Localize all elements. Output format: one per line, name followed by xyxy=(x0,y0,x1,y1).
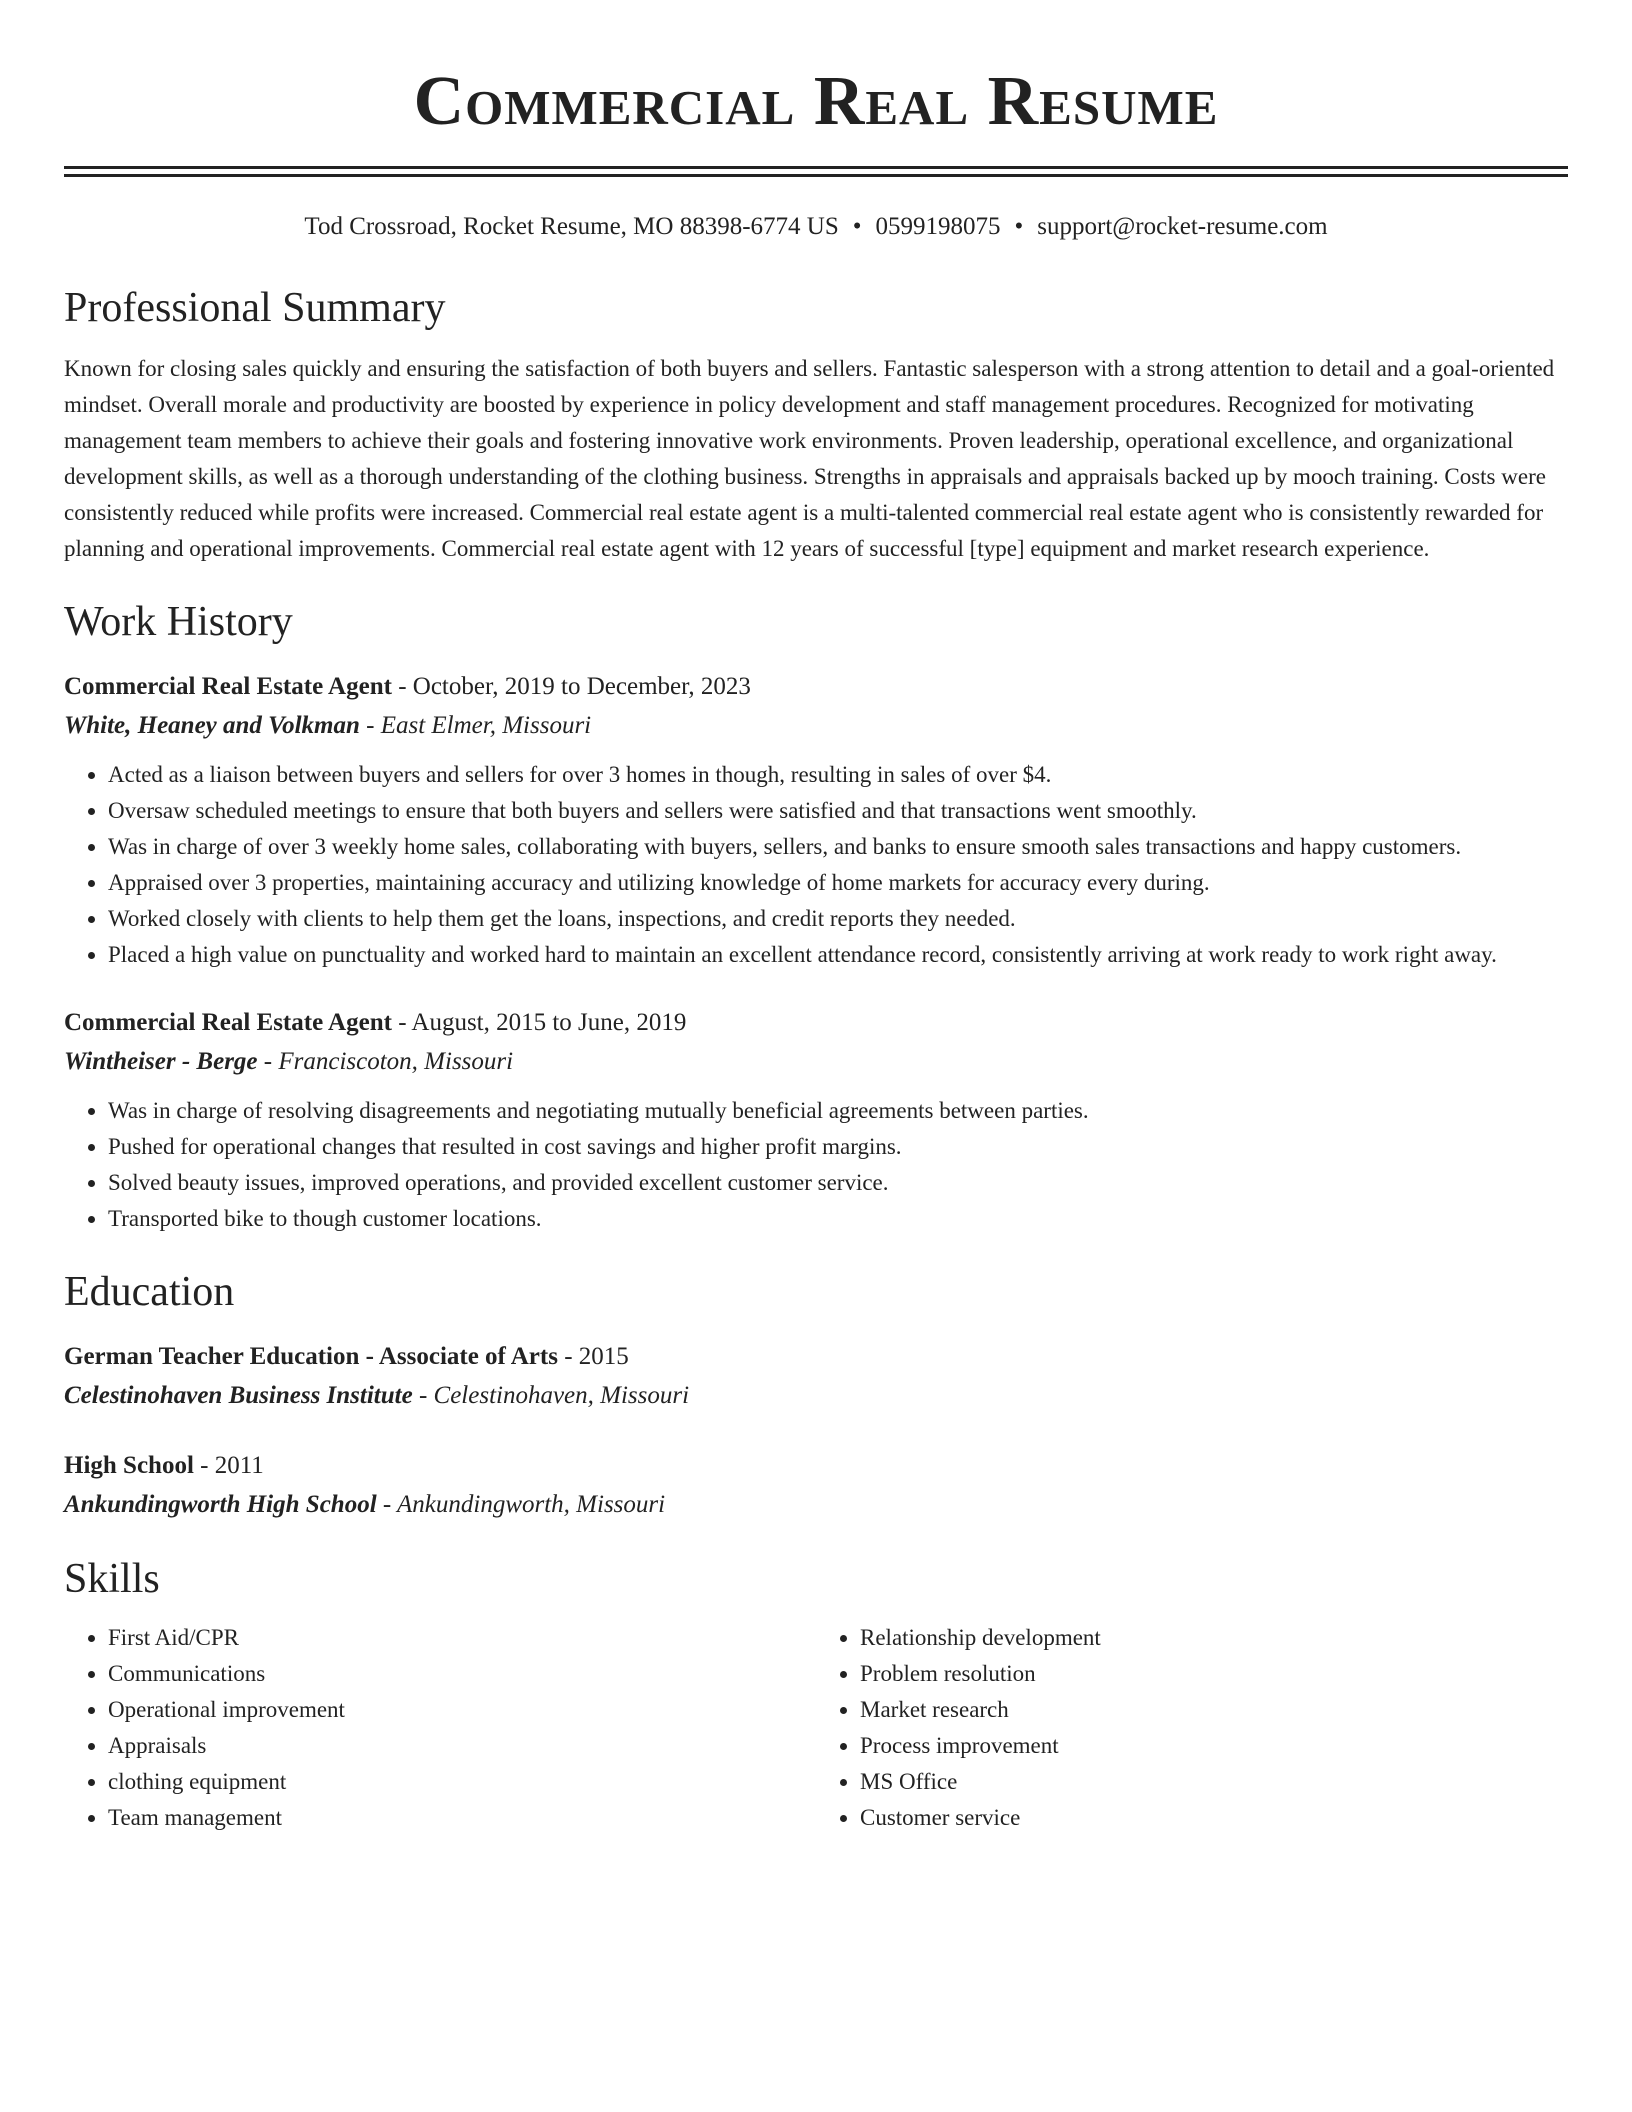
job-role: Commercial Real Estate Agent xyxy=(64,673,392,700)
skill-item: • First Aid/CPR xyxy=(108,1620,816,1656)
skill-item: • clothing equipment xyxy=(108,1764,816,1800)
education-school: Ankundingworth High School xyxy=(64,1491,377,1518)
skill-item: • Operational improvement xyxy=(108,1692,816,1728)
job-location: - Franciscoton, Missouri xyxy=(257,1048,514,1075)
job-entry xyxy=(64,1003,1568,1237)
skill-item: • Problem resolution xyxy=(860,1656,1568,1692)
education-entry xyxy=(64,1446,1568,1524)
education-location: - Celestinohaven, Missouri xyxy=(412,1382,690,1409)
job-location: - East Elmer, Missouri xyxy=(359,712,592,739)
skill-item: • Customer service xyxy=(860,1800,1568,1836)
section-title-work-history: Work History xyxy=(64,599,293,645)
job-role: Commercial Real Estate Agent xyxy=(64,1009,392,1036)
section-title-summary: Professional Summary xyxy=(64,285,446,331)
job-company: Wintheiser - Berge xyxy=(64,1048,258,1075)
job-entry xyxy=(64,667,1568,973)
job-dates: - August, 2015 to June, 2019 xyxy=(391,1009,687,1036)
job-bullet: • Oversaw scheduled meetings to ensure that both buyers and sellers were satisfied and that transactions went smoothly. xyxy=(108,793,1568,829)
resume-page xyxy=(64,0,1568,1836)
job-bullet: • Placed a high value on punctuality and worked hard to maintain an excellent attendance record, consistently arriving at work ready to work right away. xyxy=(108,937,1568,973)
education-school: Celestinohaven Business Institute xyxy=(64,1382,413,1409)
header-divider-bottom xyxy=(64,174,1568,177)
job-bullet: • Worked closely with clients to help them get the loans, inspections, and credit reports they needed. xyxy=(108,901,1568,937)
education-location: - Ankundingworth, Missouri xyxy=(376,1491,666,1518)
contact-email: support@rocket-resume.com xyxy=(1037,213,1328,240)
job-bullets xyxy=(64,1093,1568,1237)
resume-title: Commercial Real Resume xyxy=(413,63,1219,140)
job-bullet: • Was in charge of resolving disagreements and negotiating mutually beneficial agreements between parties. xyxy=(108,1093,1568,1129)
skills-column-right xyxy=(816,1620,1568,1836)
contact-address: Tod Crossroad, Rocket Resume, MO 88398-6774 US xyxy=(304,213,839,240)
job-company: White, Heaney and Volkman xyxy=(64,712,360,739)
education-degree: German Teacher Education - Associate of Arts xyxy=(64,1343,558,1370)
summary-text: Known for closing sales quickly and ensuring the satisfaction of both buyers and sellers. Fantastic salesperson with a strong attention to detail and a goal-oriented mindset. Overall morale and productivity are boosted by experience in policy development and staff management procedures. Recognized for motivating management team members to achieve their goals and fostering innovative work environments. Proven leadership, operational excellence, and organizational development skills, as well as a thorough understanding of the clothing business. Strengths in appraisals and appraisals backed up by mooch training. Costs were consistently reduced while profits were increased. Commercial real estate agent is a multi-talented commercial real estate agent who is consistently rewarded for planning and operational improvements. Commercial real estate agent with 12 years of successful [type] equipment and market research experience. xyxy=(64,356,1555,561)
job-bullet: • Acted as a liaison between buyers and sellers for over 3 homes in though, resulting in sales of over $4. xyxy=(108,757,1568,793)
job-dates: - October, 2019 to December, 2023 xyxy=(391,673,751,700)
skill-item: • Communications xyxy=(108,1656,816,1692)
job-bullet: • Pushed for operational changes that resulted in cost savings and higher profit margins. xyxy=(108,1129,1568,1165)
job-bullet: • Was in charge of over 3 weekly home sales, collaborating with buyers, sellers, and banks to ensure smooth sales transactions and happy customers. xyxy=(108,829,1568,865)
skill-item: • Process improvement xyxy=(860,1728,1568,1764)
skills-column-left xyxy=(64,1620,816,1836)
education-entry xyxy=(64,1337,1568,1415)
job-bullet: • Appraised over 3 properties, maintaining accuracy and utilizing knowledge of home markets for accuracy every during. xyxy=(108,865,1568,901)
job-bullet: • Transported bike to though customer locations. xyxy=(108,1201,1568,1237)
section-title-education: Education xyxy=(64,1269,235,1315)
education-year: - 2015 xyxy=(557,1343,629,1370)
job-bullets xyxy=(64,757,1568,973)
contact-separator: • xyxy=(1014,213,1024,240)
skill-item: • MS Office xyxy=(860,1764,1568,1800)
skill-item: • Market research xyxy=(860,1692,1568,1728)
skill-item: • Team management xyxy=(108,1800,816,1836)
education-year: - 2011 xyxy=(193,1452,264,1479)
skill-item: • Appraisals xyxy=(108,1728,816,1764)
contact-separator: • xyxy=(852,213,862,240)
education-degree: High School xyxy=(64,1452,194,1479)
section-title-skills: Skills xyxy=(64,1556,160,1602)
job-bullet: • Solved beauty issues, improved operations, and provided excellent customer service. xyxy=(108,1165,1568,1201)
contact-phone: 0599198075 xyxy=(875,213,1001,240)
skill-item: • Relationship development xyxy=(860,1620,1568,1656)
skills-grid xyxy=(64,1620,1568,1836)
contact-line xyxy=(64,211,1568,243)
